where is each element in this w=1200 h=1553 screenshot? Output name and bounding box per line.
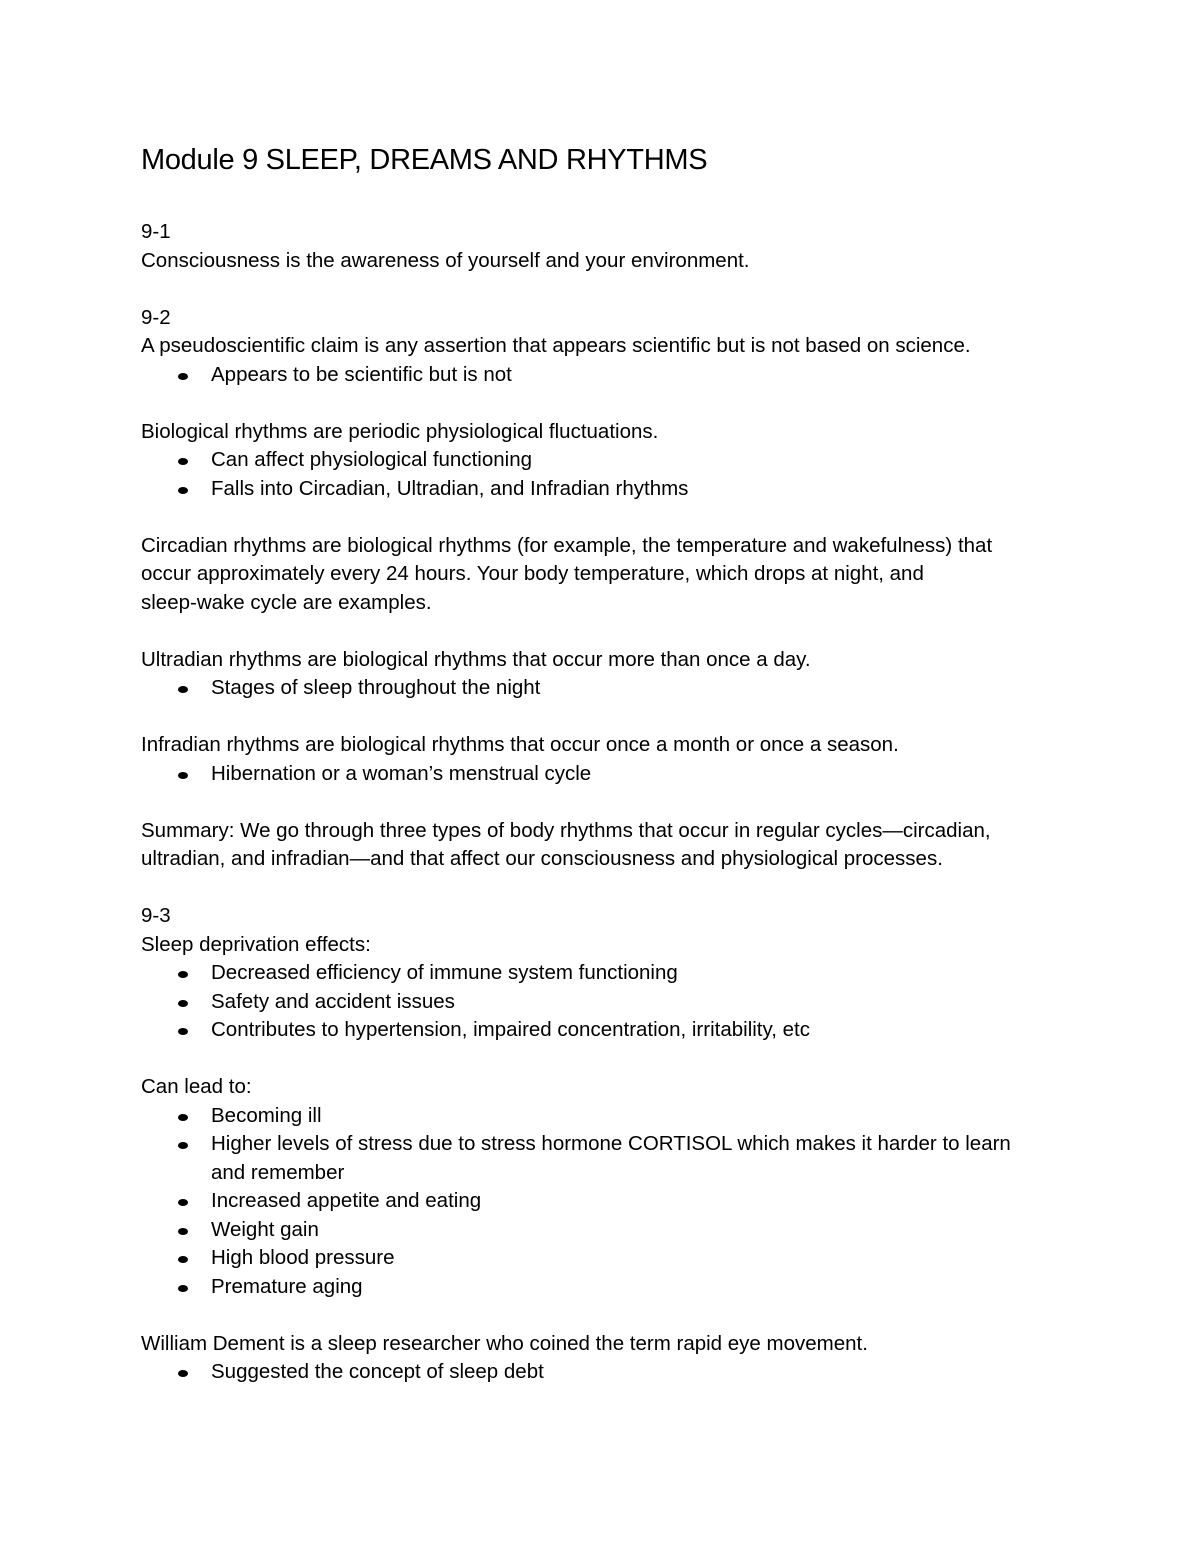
- sleep-deprivation-heading: Sleep deprivation effects:: [141, 932, 371, 956]
- list-item: Increased appetite and eating: [211, 1187, 1071, 1216]
- list-item: Contributes to hypertension, impaired concentration, irritability, etc: [211, 1016, 1071, 1045]
- list-item: [211, 1130, 1071, 1187]
- circadian-paragraph: [141, 532, 1071, 618]
- list-item: Appears to be scientific but is not: [211, 361, 1071, 390]
- document-title: Module 9 SLEEP, DREAMS AND RHYTHMS: [141, 144, 708, 176]
- infradian-definition: Infradian rhythms are biological rhythms that occur once a month or once a season.: [141, 733, 899, 756]
- paragraph-line: Circadian rhythms are biological rhythms (for example, the temperature and wakefulness) that: [141, 533, 993, 557]
- list-item: Decreased efficiency of immune system functioning: [211, 959, 1071, 988]
- william-dement-list: [141, 1358, 1071, 1387]
- pseudoscientific-list: [141, 361, 1071, 390]
- biological-rhythms-list: [141, 446, 1071, 503]
- sleep-deprivation-list: [141, 959, 1071, 1045]
- list-item-text: Higher levels of stress due to stress hormone CORTISOL which makes it harder to learn: [211, 1132, 1011, 1155]
- consciousness-definition: Consciousness is the awareness of yourself and your environment.: [141, 248, 750, 272]
- list-item: Hibernation or a woman’s menstrual cycle: [211, 760, 1071, 789]
- list-item-continuation: and remember: [211, 1160, 345, 1184]
- list-item: Stages of sleep throughout the night: [211, 674, 1071, 703]
- list-item: Safety and accident issues: [211, 988, 1071, 1017]
- list-item: Premature aging: [211, 1273, 1071, 1302]
- summary-paragraph: [141, 817, 1071, 874]
- ultradian-list: [141, 674, 1071, 703]
- infradian-list: [141, 760, 1071, 789]
- list-item: Can affect physiological functioning: [211, 446, 1071, 475]
- william-dement-paragraph: William Dement is a sleep researcher who coined the term rapid eye movement.: [141, 1331, 868, 1355]
- ultradian-definition: Ultradian rhythms are biological rhythms that occur more than once a day.: [141, 647, 811, 671]
- section-heading-9-3: 9-3: [141, 904, 171, 927]
- can-lead-to-heading: Can lead to:: [141, 1075, 252, 1098]
- paragraph-line: ultradian, and infradian—and that affect our consciousness and physiological processes.: [141, 847, 943, 870]
- can-lead-to-list: [141, 1102, 1071, 1302]
- pseudoscientific-definition: A pseudoscientific claim is any assertion that appears scientific but is not based on science.: [141, 334, 971, 357]
- paragraph-line: sleep-wake cycle are examples.: [141, 590, 432, 614]
- list-item: Falls into Circadian, Ultradian, and Infradian rhythms: [211, 475, 1071, 504]
- list-item: Suggested the concept of sleep debt: [211, 1358, 1071, 1387]
- section-heading-9-2: 9-2: [141, 305, 171, 329]
- section-heading-9-1: 9-1: [141, 220, 171, 243]
- list-item: Becoming ill: [211, 1102, 1071, 1131]
- biological-rhythms-definition: Biological rhythms are periodic physiological fluctuations.: [141, 419, 659, 443]
- paragraph-line: occur approximately every 24 hours. Your body temperature, which drops at night, and: [141, 562, 924, 585]
- list-item: High blood pressure: [211, 1244, 1071, 1273]
- document-body: [141, 218, 1071, 1387]
- list-item: Weight gain: [211, 1216, 1071, 1245]
- paragraph-line: Summary: We go through three types of body rhythms that occur in regular cycles—circadian,: [141, 818, 991, 842]
